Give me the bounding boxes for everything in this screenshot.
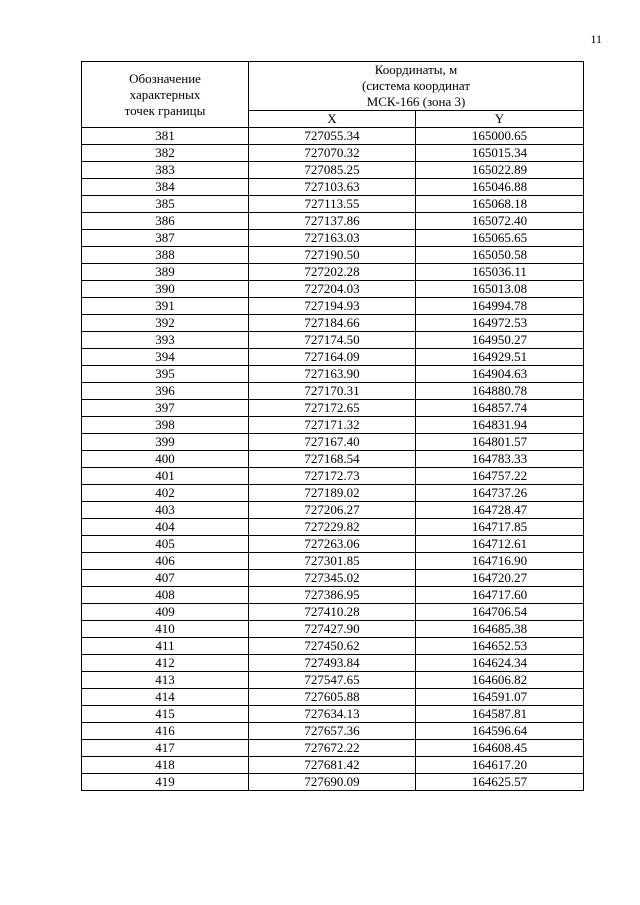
table-row [82,587,584,604]
table-row [82,298,584,315]
cell-y-coordinate: 165013.08 [416,281,584,298]
table-row [82,502,584,519]
cell-y-coordinate: 165036.11 [416,264,584,281]
table-row [82,536,584,553]
table-row [82,672,584,689]
cell-point-number: 396 [82,383,249,400]
cell-x-coordinate: 727184.66 [249,315,416,332]
cell-point-number: 391 [82,298,249,315]
cell-point-number: 381 [82,128,249,145]
cell-x-coordinate: 727085.25 [249,162,416,179]
cell-point-number: 400 [82,451,249,468]
cell-y-coordinate: 164608.45 [416,740,584,757]
cell-y-coordinate: 165015.34 [416,145,584,162]
cell-y-coordinate: 164929.51 [416,349,584,366]
header-coordinates: Координаты, м (система координат МСК-166 (зона 3) [249,62,584,111]
table-row [82,757,584,774]
cell-point-number: 385 [82,196,249,213]
cell-point-number: 404 [82,519,249,536]
cell-x-coordinate: 727168.54 [249,451,416,468]
cell-point-number: 399 [82,434,249,451]
cell-y-coordinate: 165022.89 [416,162,584,179]
table-row [82,689,584,706]
table-row [82,740,584,757]
cell-x-coordinate: 727345.02 [249,570,416,587]
cell-y-coordinate: 164783.33 [416,451,584,468]
table-body [82,128,584,791]
table-row [82,468,584,485]
table-row [82,553,584,570]
cell-x-coordinate: 727681.42 [249,757,416,774]
table-row [82,417,584,434]
table-row [82,638,584,655]
table-row [82,485,584,502]
coordinates-table [81,61,584,791]
cell-y-coordinate: 164652.53 [416,638,584,655]
cell-point-number: 397 [82,400,249,417]
table-row [82,145,584,162]
cell-y-coordinate: 164717.60 [416,587,584,604]
cell-point-number: 411 [82,638,249,655]
table-row [82,162,584,179]
table-row [82,179,584,196]
cell-y-coordinate: 164972.53 [416,315,584,332]
table-row [82,196,584,213]
cell-x-coordinate: 727547.65 [249,672,416,689]
table-row [82,570,584,587]
table-row [82,230,584,247]
table-row [82,434,584,451]
cell-point-number: 405 [82,536,249,553]
cell-y-coordinate: 165050.58 [416,247,584,264]
cell-x-coordinate: 727163.03 [249,230,416,247]
cell-point-number: 417 [82,740,249,757]
cell-point-number: 383 [82,162,249,179]
cell-point-number: 419 [82,774,249,791]
cell-point-number: 412 [82,655,249,672]
cell-point-number: 392 [82,315,249,332]
cell-point-number: 382 [82,145,249,162]
cell-x-coordinate: 727229.82 [249,519,416,536]
cell-y-coordinate: 164950.27 [416,332,584,349]
cell-y-coordinate: 164757.22 [416,468,584,485]
table-row [82,604,584,621]
cell-y-coordinate: 165000.65 [416,128,584,145]
table-row [82,723,584,740]
cell-point-number: 407 [82,570,249,587]
cell-y-coordinate: 164596.64 [416,723,584,740]
cell-y-coordinate: 164716.90 [416,553,584,570]
cell-y-coordinate: 164717.85 [416,519,584,536]
cell-point-number: 406 [82,553,249,570]
cell-x-coordinate: 727301.85 [249,553,416,570]
cell-x-coordinate: 727450.62 [249,638,416,655]
cell-y-coordinate: 164625.57 [416,774,584,791]
table-row [82,655,584,672]
cell-x-coordinate: 727202.28 [249,264,416,281]
cell-point-number: 386 [82,213,249,230]
cell-point-number: 408 [82,587,249,604]
cell-x-coordinate: 727164.09 [249,349,416,366]
table-row [82,281,584,298]
cell-point-number: 401 [82,468,249,485]
table-row [82,519,584,536]
cell-y-coordinate: 165046.88 [416,179,584,196]
cell-x-coordinate: 727137.86 [249,213,416,230]
header-y: Y [416,111,584,128]
table-row [82,706,584,723]
cell-point-number: 418 [82,757,249,774]
cell-x-coordinate: 727386.95 [249,587,416,604]
cell-x-coordinate: 727690.09 [249,774,416,791]
cell-y-coordinate: 164801.57 [416,434,584,451]
cell-x-coordinate: 727103.63 [249,179,416,196]
cell-x-coordinate: 727163.90 [249,366,416,383]
cell-point-number: 384 [82,179,249,196]
cell-x-coordinate: 727634.13 [249,706,416,723]
cell-y-coordinate: 164737.26 [416,485,584,502]
cell-x-coordinate: 727657.36 [249,723,416,740]
table-row [82,128,584,145]
cell-x-coordinate: 727410.28 [249,604,416,621]
table-row [82,366,584,383]
cell-x-coordinate: 727170.31 [249,383,416,400]
table-header [82,62,584,128]
cell-point-number: 390 [82,281,249,298]
cell-x-coordinate: 727055.34 [249,128,416,145]
cell-x-coordinate: 727194.93 [249,298,416,315]
cell-x-coordinate: 727113.55 [249,196,416,213]
cell-y-coordinate: 164606.82 [416,672,584,689]
cell-y-coordinate: 164624.34 [416,655,584,672]
cell-point-number: 415 [82,706,249,723]
cell-x-coordinate: 727172.65 [249,400,416,417]
cell-y-coordinate: 164706.54 [416,604,584,621]
header-point-designation: Обозначение характерных точек границы [82,62,249,128]
cell-point-number: 409 [82,604,249,621]
cell-x-coordinate: 727174.50 [249,332,416,349]
cell-point-number: 416 [82,723,249,740]
cell-y-coordinate: 164617.20 [416,757,584,774]
cell-x-coordinate: 727493.84 [249,655,416,672]
table-row [82,621,584,638]
table-row [82,213,584,230]
cell-point-number: 398 [82,417,249,434]
cell-x-coordinate: 727190.50 [249,247,416,264]
cell-point-number: 394 [82,349,249,366]
cell-point-number: 387 [82,230,249,247]
table-row [82,315,584,332]
cell-y-coordinate: 165072.40 [416,213,584,230]
cell-y-coordinate: 164728.47 [416,502,584,519]
cell-y-coordinate: 165068.18 [416,196,584,213]
table-row [82,332,584,349]
page-number: 11 [590,32,602,46]
table-row [82,264,584,281]
cell-y-coordinate: 164831.94 [416,417,584,434]
cell-point-number: 403 [82,502,249,519]
cell-point-number: 395 [82,366,249,383]
cell-x-coordinate: 727605.88 [249,689,416,706]
cell-x-coordinate: 727172.73 [249,468,416,485]
cell-x-coordinate: 727427.90 [249,621,416,638]
cell-x-coordinate: 727070.32 [249,145,416,162]
cell-point-number: 389 [82,264,249,281]
table-row [82,774,584,791]
table-row [82,451,584,468]
cell-y-coordinate: 164904.63 [416,366,584,383]
header-x: X [249,111,416,128]
cell-y-coordinate: 164685.38 [416,621,584,638]
cell-y-coordinate: 164591.07 [416,689,584,706]
cell-point-number: 410 [82,621,249,638]
cell-y-coordinate: 164720.27 [416,570,584,587]
cell-y-coordinate: 164587.81 [416,706,584,723]
table-row [82,383,584,400]
cell-y-coordinate: 164712.61 [416,536,584,553]
cell-x-coordinate: 727206.27 [249,502,416,519]
cell-x-coordinate: 727263.06 [249,536,416,553]
table-row [82,349,584,366]
cell-x-coordinate: 727167.40 [249,434,416,451]
cell-point-number: 393 [82,332,249,349]
cell-x-coordinate: 727171.32 [249,417,416,434]
cell-y-coordinate: 165065.65 [416,230,584,247]
cell-point-number: 413 [82,672,249,689]
cell-point-number: 414 [82,689,249,706]
cell-y-coordinate: 164994.78 [416,298,584,315]
table-row [82,247,584,264]
cell-x-coordinate: 727204.03 [249,281,416,298]
cell-y-coordinate: 164880.78 [416,383,584,400]
cell-point-number: 388 [82,247,249,264]
table-row [82,400,584,417]
cell-x-coordinate: 727189.02 [249,485,416,502]
cell-x-coordinate: 727672.22 [249,740,416,757]
cell-point-number: 402 [82,485,249,502]
cell-y-coordinate: 164857.74 [416,400,584,417]
